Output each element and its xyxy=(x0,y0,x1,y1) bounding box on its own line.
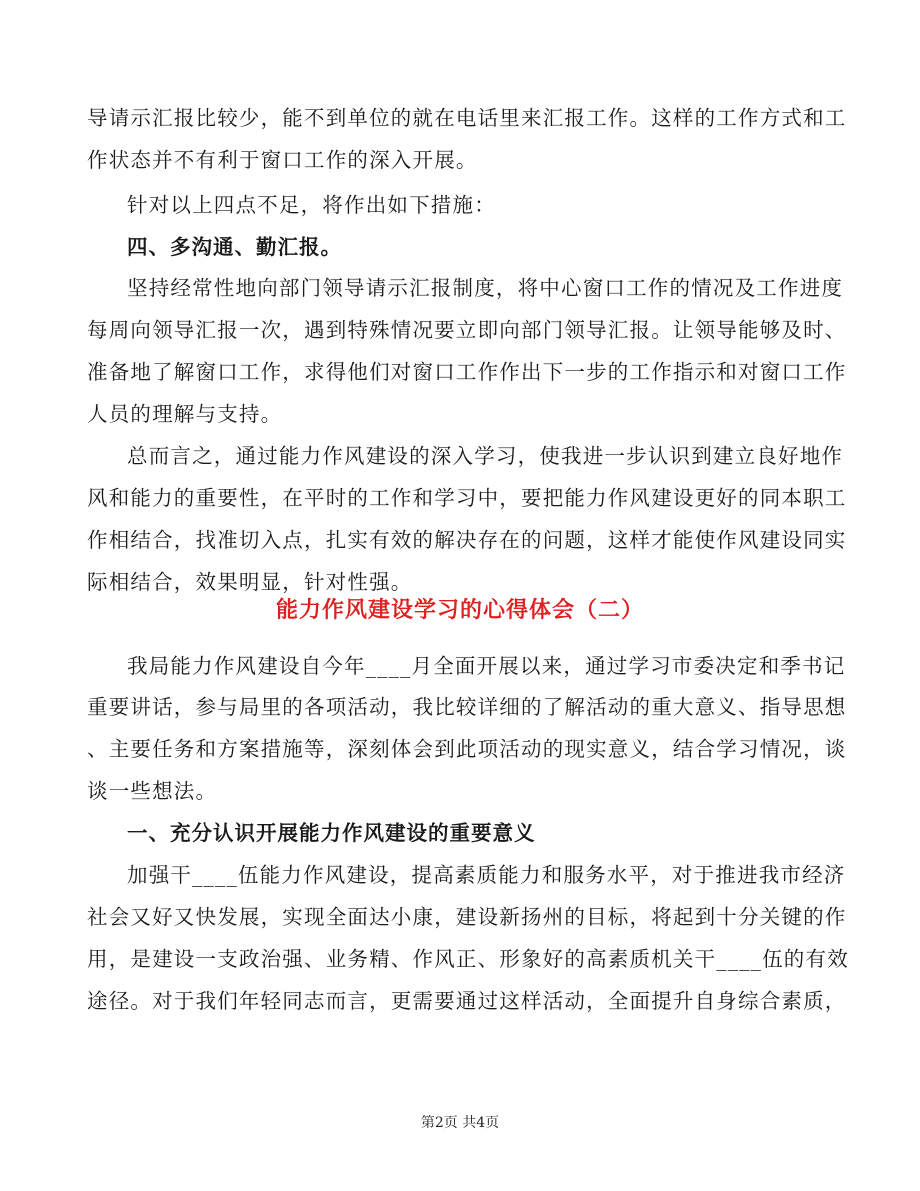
paragraph-line: 、主要任务和方案措施等，深刻体会到此项活动的现实意义，结合学习情况，谈 xyxy=(87,737,847,761)
paragraph-line: 总而言之，通过能力作风建设的深入学习，使我进一步认识到建立良好地作 xyxy=(127,444,844,468)
page-number: 第2页 共4页 xyxy=(420,1115,500,1131)
paragraph-line: 导请示汇报比较少，能不到单位的就在电话里来汇报工作。这样的工作方式和工 xyxy=(87,106,847,130)
paragraph-line: 用，是建设一支政治强、业务精、作风正、形象好的高素质机关干____伍的有效 xyxy=(87,947,849,971)
measures-intro: 针对以上四点不足，将作出如下措施： xyxy=(127,193,496,217)
heading-four: 四、多沟通、勤汇报。 xyxy=(127,235,342,259)
paragraph-line: 人员的理解与支持。 xyxy=(87,402,283,426)
heading-one: 一、充分认识开展能力作风建设的重要意义 xyxy=(127,821,536,845)
paragraph-line: 途径。对于我们年轻同志而言，更需要通过这样活动，全面提升自身综合素质， xyxy=(87,989,847,1013)
paragraph-line: 际相结合，效果明显，针对性强。 xyxy=(87,570,413,594)
paragraph-line: 作状态并不有利于窗口工作的深入开展。 xyxy=(87,148,478,172)
paragraph-line: 风和能力的重要性，在平时的工作和学习中，要把能力作风建设更好的同本职工 xyxy=(87,486,847,510)
paragraph-line: 社会又好又快发展，实现全面达小康，建设新扬州的目标，将起到十分关键的作 xyxy=(87,905,847,929)
paragraph-line: 加强干____伍能力作风建设，提高素质能力和服务水平，对于推进我市经济 xyxy=(127,863,846,887)
section-title: 能力作风建设学习的心得体会（二） xyxy=(275,598,644,623)
paragraph-line: 每周向领导汇报一次，遇到特殊情况要立即向部门领导汇报。让领导能够及时、 xyxy=(87,318,847,342)
paragraph-line: 准备地了解窗口工作，求得他们对窗口工作作出下一步的工作指示和对窗口工作 xyxy=(87,360,847,384)
paragraph-line: 谈一些想法。 xyxy=(87,779,218,803)
paragraph-line: 作相结合，找准切入点，扎实有效的解决存在的问题，这样才能使作风建设同实 xyxy=(87,528,847,552)
paragraph-line: 重要讲话，参与局里的各项活动，我比较详细的了解活动的重大意义、指导思想 xyxy=(87,695,847,719)
paragraph-line: 坚持经常性地向部门领导请示汇报制度，将中心窗口工作的情况及工作进度 xyxy=(127,276,844,300)
paragraph-line: 我局能力作风建设自今年____月全面开展以来，通过学习市委决定和季书记 xyxy=(127,654,846,678)
